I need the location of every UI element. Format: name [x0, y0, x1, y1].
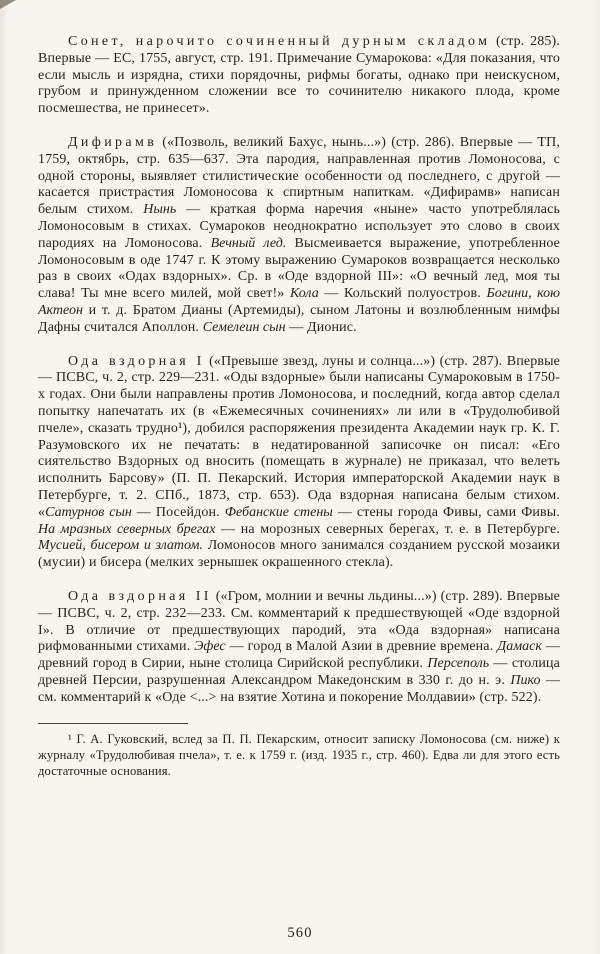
- term-italic: Дамаск: [497, 639, 542, 655]
- entry-title: Сонет, нарочито сочиненный дурным складом: [68, 34, 491, 49]
- body-text: — на морозных северных берегах, т. е. в Петербурге.: [215, 521, 560, 537]
- commentary-paragraph: [38, 589, 560, 707]
- entry-title: Дифирамв: [68, 134, 158, 150]
- body-text: Ломоносов много занимался созданием русской мозаики (мусии) и бисера (мелких зернышек окрашенного стекла).: [38, 538, 561, 571]
- term-italic: Мусией, бисером и златом.: [38, 538, 203, 554]
- term-italic: Нынь: [143, 202, 177, 218]
- footnote-divider: [38, 723, 188, 724]
- term-italic: Персеполь: [427, 656, 490, 672]
- body-text: — Дионис.: [285, 319, 357, 335]
- commentary-paragraph: [38, 34, 560, 118]
- body-text: Высмеивается выражение, употребленное Ломоносовым в оде 1747 г. К этому выражению Сумароков возвращается несколько раз в своих «Одах вздорных». Ср. в «Оде вздорной III»: «О вечный лед, моя ты слава! Ты мне всего милей, мой свет!»: [38, 235, 560, 302]
- term-italic: Вечный лед.: [210, 235, 287, 251]
- page-number: 560: [287, 925, 313, 941]
- term-italic: На мразных северных брегах: [38, 521, 216, 537]
- term-italic: Богини, кою Актеон: [38, 286, 560, 318]
- term-italic: Кола: [290, 286, 319, 302]
- commentary-paragraph: [38, 135, 560, 337]
- commentary-text-block: [38, 34, 560, 706]
- body-text: и т. д. Братом Дианы (Артемиды), сыном Латоны и возлюбленным нимфы Дафны считался Аполлон.: [38, 302, 560, 335]
- body-text: — см. комментарий к «Оде <...> на взятие Хотина и покорение Молдавии» (стр. 522).: [38, 672, 560, 705]
- body-text: — краткая форма наречия «ныне» часто употреблялась Ломоносовым в стихах. Сумароков неоднократно использует это слово в своих пародиях на Ломоносова.: [38, 202, 560, 251]
- body-text: (стр. 285). Впервые — ЕС, 1755, август, стр. 191. Примечание Сумарокова: «Для показания, что если мысль и изрядна, стихи порядочны, рифмы богаты, однако при неискусном, грубом и принужденном сложении все то сочинителю никакого плода, кроме посмешества, не принесет».: [38, 34, 560, 117]
- scan-corner-artifact: [0, 0, 16, 9]
- body-text: ¹ Г. А. Гуковский, вслед за П. П. Пекарским, относит записку Ломоносова (см. ниже) к журналу «Трудолюбивая пчела», т. е. к 1759 г. (изд. 1935 г., стр. 460). Едва ли для этого есть достаточные основания.: [38, 732, 560, 778]
- body-text: — столица древней Персии, разрушенная Александром Македонским в 330 г. до н. э.: [38, 656, 560, 688]
- body-text: («Позволь, великий Бахус, нынь...») (стр. 286). Впервые — ТП, 1759, октябрь, стр. 635—637. Эта пародия, направленная против Ломоносова, с одной стороны, выявляет стилистические особенности од последнего, с другой — касается пристрастия Ломоносова к спиртным напиткам. «Дифирамв» написан белым стихом.: [38, 134, 560, 218]
- body-text: — Посейдон.: [131, 504, 225, 520]
- entry-title: Ода вздорная I: [68, 353, 205, 369]
- term-italic: Пико: [510, 672, 541, 688]
- term-italic: Сатурнов сын: [45, 504, 132, 520]
- body-text: — стены города Фивы, сами Фивы.: [332, 504, 560, 520]
- footnote-paragraph: [38, 732, 560, 779]
- entry-title: Ода вздорная II: [68, 588, 212, 604]
- body-text: — древний город в Сирии, ныне столица Сирийской республики.: [38, 639, 560, 672]
- body-text: («Гром, молнии и вечны льдины...») (стр. 289). Впервые — ПСВС, ч. 2, стр. 232—233. См. комментарий к предшествующей «Оде вздорной I». В отличие от предшествующих пародий, эта «Ода вздорная» написана рифмованными стихами.: [38, 588, 560, 655]
- footnote-block: [38, 732, 560, 779]
- body-text: — город в Малой Азии в древние времена.: [225, 639, 498, 655]
- body-text: («Превыше звезд, луны и солнца...») (стр. 287). Впервые — ПСВС, ч. 2, стр. 229—231. «Оды вздорные» были написаны Сумароковым в 1750-х годах. Они были направлены против Ломоносова, и последний, когда автор сделал попытку напечатать их (в «Ежемесячных сочинениях» ли или в «Трудолюбивой пчеле», сказать трудно¹), добился распоряжения президента Академии наук гр. К. Г. Разумовского их не печатать: в недатированной записочке он писал: «Его сиятельство Вздорных од вносить (помещать в журнале) не приказал, что велеть исполнить Барсову» (П. П. Пекарский. История императорской Академии наук в Петербурге, т. 2. СПб., 1873, стр. 653). Ода вздорная написана белым стихом. «: [38, 353, 560, 520]
- body-text: — Кольский полуостров.: [318, 286, 487, 302]
- term-italic: Фебанские стены: [224, 504, 333, 520]
- term-italic: Семелеин сын: [202, 319, 286, 335]
- term-italic: Эфес: [194, 639, 226, 655]
- commentary-paragraph: [38, 354, 560, 572]
